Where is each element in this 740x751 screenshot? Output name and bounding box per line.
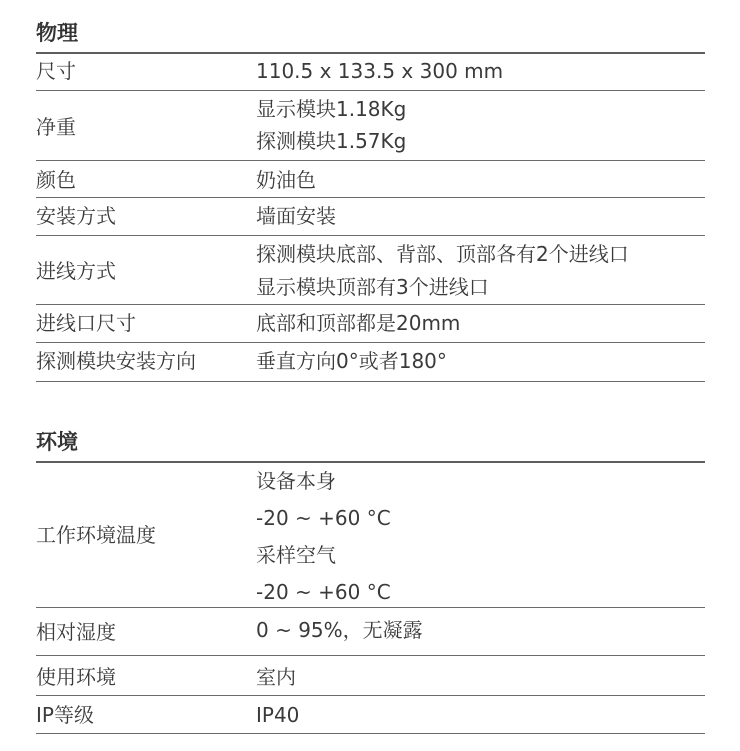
row-divider [36, 695, 705, 696]
row-label-net-weight: 净重 [36, 115, 76, 139]
row-label-mounting: 安装方式 [36, 204, 116, 228]
row-label-entry-size: 进线口尺寸 [36, 311, 136, 335]
row-divider [36, 90, 705, 91]
row-label-ip-rating: IP等级 [36, 703, 94, 727]
row-value-operating-temp-3: 采样空气 [256, 543, 336, 567]
row-value-operating-temp-1: 设备本身 [256, 469, 336, 493]
row-label-cable-entry: 进线方式 [36, 259, 116, 283]
row-label-environment: 使用环境 [36, 665, 116, 689]
row-divider [36, 607, 705, 608]
row-value-operating-temp-2: -20 ~ +60 °C [256, 506, 391, 530]
row-label-color: 颜色 [36, 168, 76, 192]
row-value-cable-entry-2: 显示模块顶部有3个进线口 [256, 275, 489, 299]
row-label-orientation: 探测模块安装方向 [36, 349, 196, 373]
row-divider [36, 197, 705, 198]
row-divider [36, 235, 705, 236]
row-value-orientation: 垂直方向0°或者180° [256, 349, 447, 373]
row-value-humidity: 0 ~ 95%，无凝露 [256, 618, 423, 642]
row-divider [36, 655, 705, 656]
row-label-operating-temp: 工作环境温度 [36, 523, 156, 547]
row-value-net-weight-2: 探测模块1.57Kg [256, 129, 407, 153]
row-divider [36, 160, 705, 161]
row-value-color: 奶油色 [256, 168, 316, 192]
section-title-environment: 环境 [36, 430, 78, 454]
row-divider [36, 304, 705, 305]
row-label-size: 尺寸 [36, 59, 76, 83]
row-value-net-weight-1: 显示模块1.18Kg [256, 97, 407, 121]
section-title-physical: 物理 [36, 21, 78, 45]
row-value-operating-temp-4: -20 ~ +60 °C [256, 580, 391, 604]
row-value-size: 110.5 x 133.5 x 300 mm [256, 59, 504, 83]
row-divider [36, 381, 705, 382]
row-value-ip-rating: IP40 [256, 703, 300, 727]
row-value-entry-size: 底部和顶部都是20mm [256, 311, 461, 335]
section-rule-environment [36, 461, 705, 463]
row-value-mounting: 墙面安装 [256, 204, 336, 228]
row-divider [36, 342, 705, 343]
row-label-humidity: 相对湿度 [36, 620, 116, 644]
row-value-environment: 室内 [256, 665, 296, 689]
section-rule-physical [36, 52, 705, 54]
row-divider [36, 733, 705, 734]
row-value-cable-entry-1: 探测模块底部、背部、顶部各有2个进线口 [256, 242, 629, 266]
